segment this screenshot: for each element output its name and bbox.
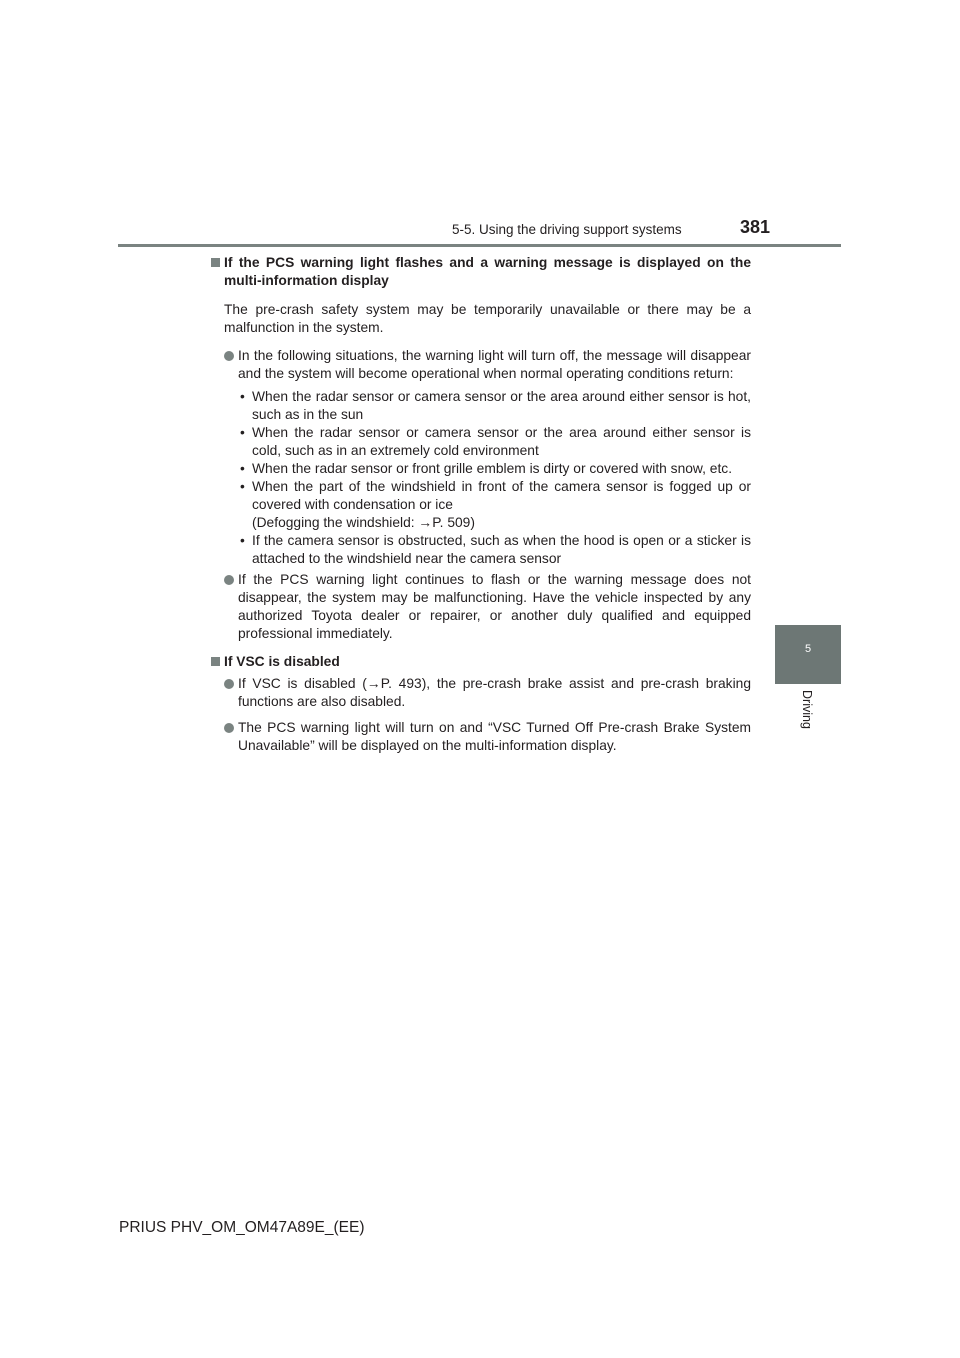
sub-list	[211, 388, 751, 569]
sub-list-item: • When the part of the windshield in front of the camera sensor is fogged up or covered with condensation or ice	[240, 479, 751, 513]
section-heading-vsc: If VSC is disabled	[211, 653, 751, 671]
sub-list-item: • When the radar sensor or camera sensor or the area around either sensor is hot, such as in the sun	[240, 388, 751, 422]
header-divider	[118, 244, 841, 247]
section-title: 5-5. Using the driving support systems	[452, 222, 682, 237]
intro-paragraph: The pre-crash safety system may be temporarily unavailable or there may be a malfunction in the system.	[224, 302, 751, 336]
round-bullet-icon	[224, 351, 234, 361]
list-item: If the PCS warning light continues to flash or the warning message does not disappear, the system may be malfunctioning. Have the vehicle inspected by any authorized Toyota dealer or repairer, or another duly qualified and equipped professional immediately.	[211, 571, 751, 643]
square-bullet-icon	[211, 258, 220, 267]
manual-code: PRIUS PHV_OM_OM47A89E_(EE)	[119, 1219, 365, 1236]
chapter-number: 5	[804, 643, 812, 655]
page-content	[211, 254, 751, 759]
sub-list-item: • When the radar sensor or camera sensor or the area around either sensor is cold, such as in an extremely cold environment	[240, 424, 751, 458]
list-item: The PCS warning light will turn on and “VSC Turned Off Pre-crash Brake System Unavailable” will be displayed on the multi-information display.	[211, 719, 751, 755]
round-bullet-icon	[224, 679, 234, 689]
chapter-label-text: Driving	[800, 690, 814, 729]
list-item: In the following situations, the warning light will turn off, the message will disappear and the system will become operational when normal operating conditions return:	[211, 347, 751, 383]
round-bullet-icon	[224, 723, 234, 733]
sub-list-item: • If the camera sensor is obstructed, such as when the hood is open or a sticker is attached to the windshield near the camera sensor	[240, 533, 751, 567]
cross-reference: (Defogging the windshield: →P. 509)	[252, 515, 475, 531]
page-number: 381	[740, 217, 771, 237]
list-item: If VSC is disabled (→P. 493), the pre-crash brake assist and pre-crash braking functions are also disabled.	[211, 675, 751, 711]
section-heading-pcs: If the PCS warning light flashes and a warning message is displayed on the multi-information display	[211, 254, 751, 290]
chapter-label	[800, 690, 816, 750]
square-bullet-icon	[211, 657, 220, 666]
sub-list-item: • When the radar sensor or front grille emblem is dirty or covered with snow, etc.	[240, 460, 733, 476]
round-bullet-icon	[224, 575, 234, 585]
chapter-tab	[775, 625, 841, 684]
